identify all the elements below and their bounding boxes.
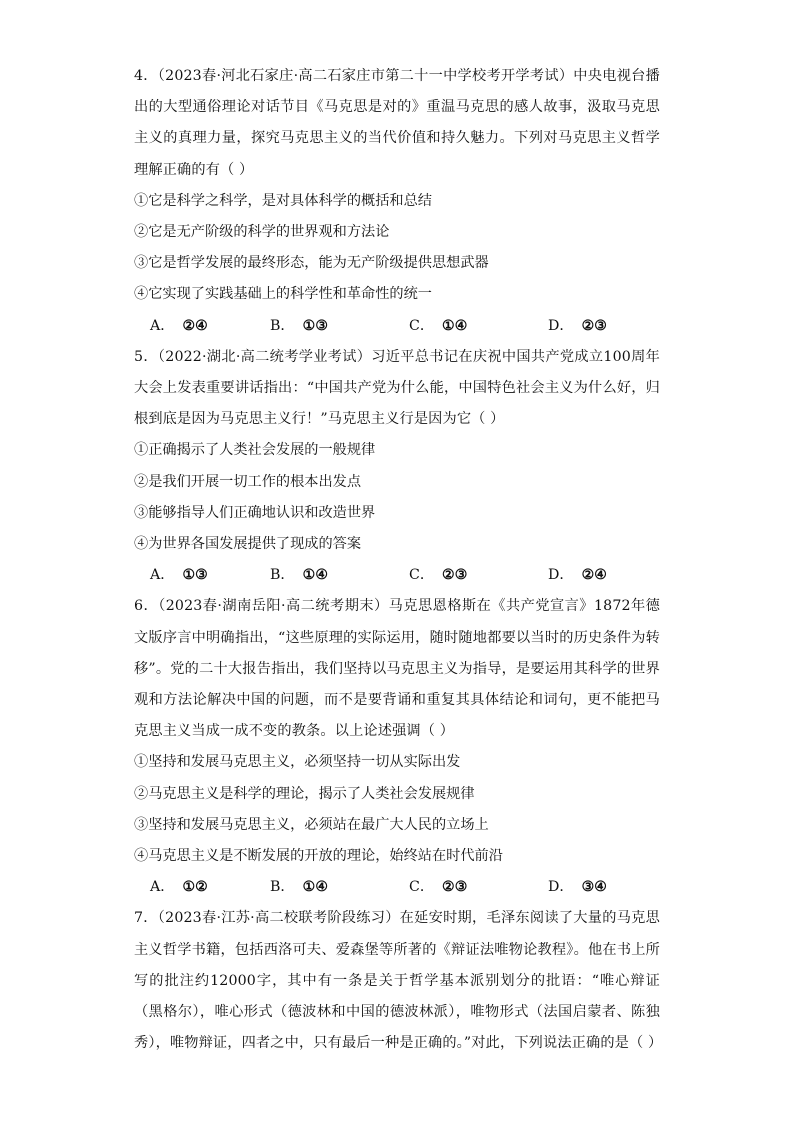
choice-letter: D． (548, 879, 574, 896)
question-stem: 7．（2023春·江苏·高二校联考阶段练习）在延安时期，毛泽东阅读了大量的马克思主义哲学书籍，包括西洛可夫、爱森堡等所著的《辩证法唯物论教程》。他在书上所写的批注约12000字，其中有一条是关于哲学基本派别划分的批语：“唯心辩证（黑格尔），唯心形式（德波林和中国的德波林派），唯物形式（法国启蒙者、陈独秀），唯物辩证，四者之中，只有最后一种是正确的。”对此，下列说法正确的是（ ） (134, 910, 663, 1052)
choice-letter: C． (409, 567, 435, 584)
statement-3: ③能够指导人们正确地认识和改造世界 (134, 504, 376, 521)
statement-2: ②是我们开展一切工作的根本出发点 (134, 473, 362, 490)
question-stem: 6．（2023春·湖南岳阳·高二统考期末）马克思恩格斯在《共产党宣言》1872年德文版序言中明确指出，“这些原理的实际运用，随时随地都要以当时的历史条件为转移”。党的二十大报告指出，我们坚持以马克思主义为指导，是要运用其科学的世界观和方法论解决中国的问题，而不是要背诵和重复其具体结论和词句，更不能把马克思主义当成一成不变的教条。以上论述强调（ ） (134, 598, 660, 740)
choice-a[interactable] (150, 311, 208, 342)
statement-4: ④它实现了实践基础上的科学性和革命性的统一 (134, 286, 432, 303)
choice-answer: ①③ (182, 567, 208, 584)
question-5 (134, 342, 660, 592)
choice-letter: C． (409, 879, 435, 896)
choice-answer: ①③ (302, 317, 329, 334)
choice-letter: B． (270, 317, 295, 334)
choice-letter: D． (548, 317, 574, 334)
statement-3: ③它是哲学发展的最终形态，能为无产阶级提供思想武器 (134, 255, 489, 272)
choice-letter: A． (150, 317, 175, 334)
choice-answer: ①④ (442, 317, 468, 334)
statement-2: ②它是无产阶级的科学的世界观和方法论 (134, 224, 390, 241)
choice-letter: C． (409, 317, 435, 334)
choice-a[interactable] (150, 560, 208, 591)
statement-1: ①坚持和发展马克思主义，必须坚持一切从实际出发 (134, 754, 461, 771)
choice-answer: ②③ (442, 879, 468, 896)
question-stem: 5．（2022·湖北·高二统考学业考试）习近平总书记在庆祝中国共产党成立100周年大会上发表重要讲话指出：“中国共产党为什么能，中国特色社会主义为什么好，归根到底是因为马克思主义行！”马克思主义行是因为它（ ） (134, 348, 660, 428)
choice-d[interactable] (548, 311, 607, 342)
choice-answer: ②④ (581, 567, 608, 584)
choice-letter: D． (548, 567, 574, 584)
question-6 (134, 591, 660, 903)
choice-letter: B． (270, 567, 295, 584)
statement-4: ④为世界各国发展提供了现成的答案 (134, 536, 362, 553)
choice-answer: ③④ (581, 879, 608, 896)
answer-choices (134, 311, 660, 342)
choice-answer: ①② (182, 879, 208, 896)
answer-choices (134, 560, 660, 591)
choice-d[interactable] (548, 560, 607, 591)
question-4 (134, 61, 660, 342)
choice-answer: ①④ (302, 567, 329, 584)
choice-d[interactable] (548, 872, 607, 903)
choice-c[interactable] (409, 311, 468, 342)
choice-b[interactable] (270, 311, 328, 342)
choice-b[interactable] (270, 872, 328, 903)
statement-1: ①它是科学之科学，是对具体科学的概括和总结 (134, 192, 432, 209)
choice-c[interactable] (409, 872, 468, 903)
choice-letter: B． (270, 879, 295, 896)
choice-b[interactable] (270, 560, 328, 591)
question-stem: 4．（2023春·河北石家庄·高二石家庄市第二十一中学校考开学考试）中央电视台播出的大型通俗理论对话节目《马克思是对的》重温马克思的感人故事，汲取马克思主义的真理力量，探究马克思主义的当代价值和持久魅力。下列对马克思主义哲学理解正确的有（ ） (134, 68, 660, 178)
statement-1: ①正确揭示了人类社会发展的一般规律 (134, 442, 376, 459)
choice-letter: A． (150, 567, 175, 584)
statement-3: ③坚持和发展马克思主义，必须站在最广大人民的立场上 (134, 816, 489, 833)
answer-choices (134, 872, 660, 903)
statement-4: ④马克思主义是不断发展的开放的理论，始终站在时代前沿 (134, 848, 503, 865)
statement-2: ②马克思主义是科学的理论，揭示了人类社会发展规律 (134, 785, 475, 802)
question-7 (134, 903, 663, 1059)
choice-answer: ②③ (581, 317, 608, 334)
choice-answer: ①④ (302, 879, 329, 896)
choice-c[interactable] (409, 560, 468, 591)
question-list (134, 61, 663, 1059)
choice-answer: ②④ (182, 317, 208, 334)
choice-a[interactable] (150, 872, 208, 903)
choice-answer: ②③ (442, 567, 468, 584)
choice-letter: A． (150, 879, 175, 896)
